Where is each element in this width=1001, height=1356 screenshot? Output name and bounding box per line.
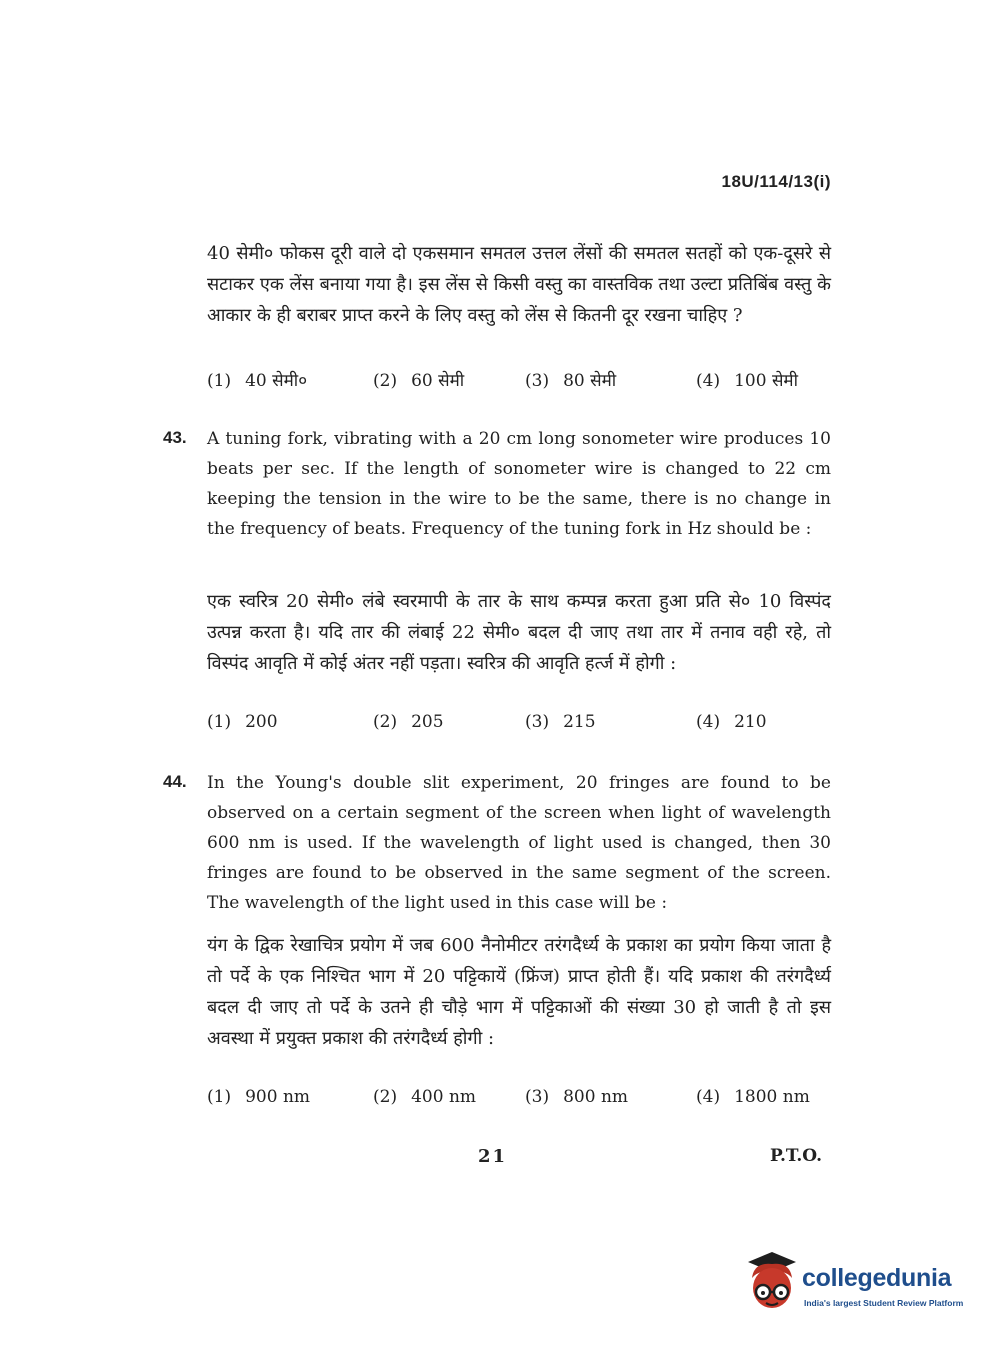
q44-number: 44. [163,772,187,791]
q44-option-4: (4) 1800 nm [696,1087,810,1107]
q44-option-1: (1) 900 nm [207,1087,311,1107]
q44-english-text: In the Young's double slit experiment, 20 fringes are found to be observed on a certain segment of the screen when light of wavelength 600 nm is used. If the wavelength of light used is changed, then 30 fringes are found to be observed in the same segment of the screen. The wavelength of the light used in this case will be : [207,773,831,913]
q44-option-3: (3) 800 nm [525,1087,629,1107]
mascot-icon [742,1248,800,1314]
brand-logo [742,1248,972,1318]
page-number: 21 [478,1146,508,1167]
q42-hindi-text: 40 सेमी० फोकस दूरी वाले दो एकसमान समतल उत्तल लेंसों की समतल सतहों को एक-दूसरे से सटाकर एक लेंस बनाया गया है। इस लेंस से किसी वस्तु का वास्तविक तथा उल्टा प्रतिबिंब वस्तु के आकार के ही बराबर प्राप्त करने के लिए वस्तु को लेंस से कितनी दूर रखना चाहिए ? [207,243,831,326]
q42-option-4: (4) 100 सेमी [696,371,799,391]
brand-tagline: India's largest Student Review Platform [804,1298,964,1308]
q43-english-text: A tuning fork, vibrating with a 20 cm long sonometer wire produces 10 beats per sec. If the length of sonometer wire is changed to 22 cm keeping the tension in the wire to be the same, there is no change in the frequency of beats. Frequency of the tuning fork in Hz should be : [207,429,831,539]
q44-option-2: (2) 400 nm [373,1087,477,1107]
q42-options [207,368,831,398]
q42-option-1: (1) 40 सेमी० [207,371,308,391]
q43-number: 43. [163,428,187,447]
q42-option-3: (3) 80 सेमी [525,371,617,391]
q43-option-1: (1) 200 [207,712,278,732]
pto-label: P.T.O. [770,1146,822,1166]
paper-code: 18U/114/13(i) [721,172,831,191]
q43-options [207,712,831,742]
q44-options [207,1087,831,1117]
q42-option-2: (2) 60 सेमी [373,371,465,391]
q44-hindi-text: यंग के द्विक रेखाचित्र प्रयोग में जब 600 नैनोमीटर तरंगदैर्ध्य के प्रकाश का प्रयोग किया जाता है तो पर्दे के एक निश्चित भाग में 20 पट्टिकायें (फ्रिंज) प्राप्त होती हैं। यदि प्रकाश की तरंगदैर्ध्य बदल दी जाए तो पर्दे के उतने ही चौड़े भाग में पट्टिकाओं की संख्या 30 हो जाती है तो इस अवस्था में प्रयुक्त प्रकाश की तरंगदैर्ध्य होगी : [207,935,831,1049]
q43-option-3: (3) 215 [525,712,596,732]
q43-option-2: (2) 205 [373,712,444,732]
q43-option-4: (4) 210 [696,712,767,732]
q43-hindi-text: एक स्वरित्र 20 सेमी० लंबे स्वरमापी के तार के साथ कम्पन्न करता हुआ प्रति से० 10 विस्पंद उत्पन्न करता है। यदि तार की लंबाई 22 सेमी० बदल दी जाए तथा तार में तनाव वही रहे, तो विस्पंद आवृति में कोई अंतर नहीं पड़ता। स्वरित्र की आवृति हर्त्ज में होगी : [207,591,831,674]
brand-name: collegedunia [802,1264,952,1292]
